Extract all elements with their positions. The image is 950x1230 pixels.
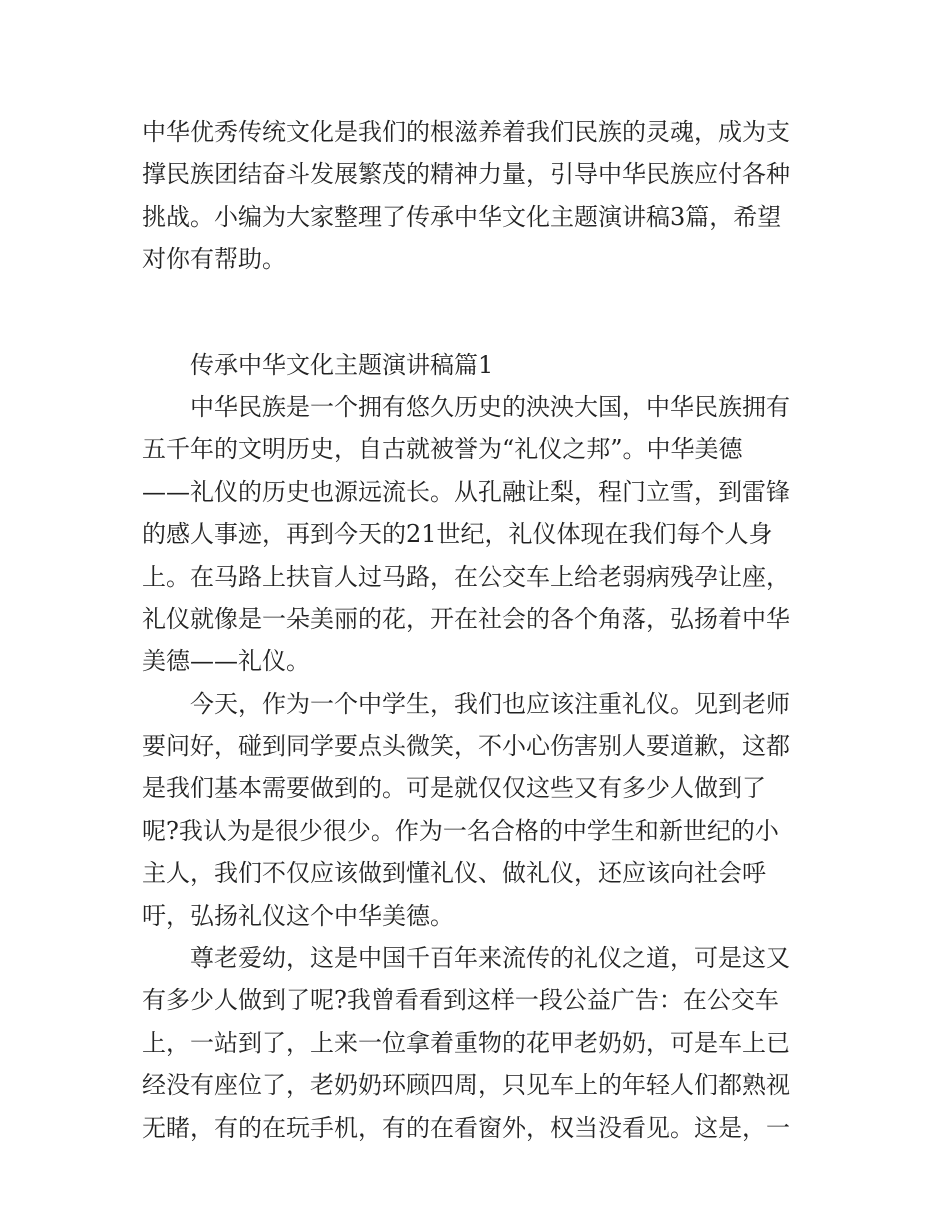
- intro-paragraph: [142, 111, 818, 281]
- document-body: [142, 111, 818, 1149]
- text-line: 要问好，碰到同学要点头微笑，不小心伤害别人要道歉，这都: [142, 732, 790, 761]
- text-line: 有多少人做到了呢?我曾看看到这样一段公益广告：在公交车: [142, 986, 779, 1015]
- text-line: 主人，我们不仅应该做到懂礼仪、做礼仪，还应该向社会呼: [142, 859, 766, 888]
- text-line: 中华优秀传统文化是我们的根滋养着我们民族的灵魂，成为支: [142, 118, 790, 146]
- text-line: ——礼仪的历史也源远流长。从孔融让梨，程门立雪，到雷锋: [142, 477, 790, 506]
- text-line: 对你有帮助。: [142, 245, 286, 274]
- text-line: 上。在马路上扶盲人过马路，在公交车上给老弱病残孕让座，: [142, 562, 790, 591]
- text-line: 中华民族是一个拥有悠久历史的泱泱大国，中华民族拥有: [190, 392, 790, 421]
- body-paragraph: [142, 937, 818, 1149]
- text-line: 五千年的文明历史，自古就被誉为“礼仪之邦”。中华美德: [142, 435, 743, 464]
- text-line: 礼仪就像是一朵美丽的花，开在社会的各个角落，弘扬着中华: [142, 604, 790, 633]
- text-line: 无睹，有的在玩手机，有的在看窗外，权当没看见。这是，一: [142, 1113, 790, 1142]
- text-line: 上，一站到了，上来一位拿着重物的花甲老奶奶，可是车上已: [142, 1028, 790, 1057]
- text-line: 撑民族团结奋斗发展繁茂的精神力量，引导中华民族应付各种: [142, 160, 790, 189]
- text-line: 呢?我认为是很少很少。作为一名合格的中学生和新世纪的小: [142, 816, 779, 845]
- text-line: 美德——礼仪。: [142, 647, 310, 676]
- text-line: 吁，弘扬礼仪这个中华美德。: [142, 901, 454, 930]
- text-line: 挑战。小编为大家整理了传承中华文化主题演讲稿3篇，希望: [142, 202, 782, 231]
- body-paragraph: [142, 386, 818, 683]
- section-heading: 传承中华文化主题演讲稿篇1: [190, 350, 494, 379]
- text-line: 今天，作为一个中学生，我们也应该注重礼仪。见到老师: [190, 689, 790, 718]
- body-paragraph: [142, 683, 818, 937]
- section-spacer: [142, 281, 818, 344]
- text-line: 经没有座位了，老奶奶环顾四周，只见车上的年轻人们都熟视: [142, 1071, 790, 1100]
- text-line: 是我们基本需要做到的。可是就仅仅这些又有多少人做到了: [142, 774, 766, 803]
- text-line: 的感人事迹，再到今天的21世纪，礼仪体现在我们每个人身: [142, 520, 773, 549]
- text-line: 尊老爱幼，这是中国千百年来流传的礼仪之道，可是这又: [190, 944, 790, 973]
